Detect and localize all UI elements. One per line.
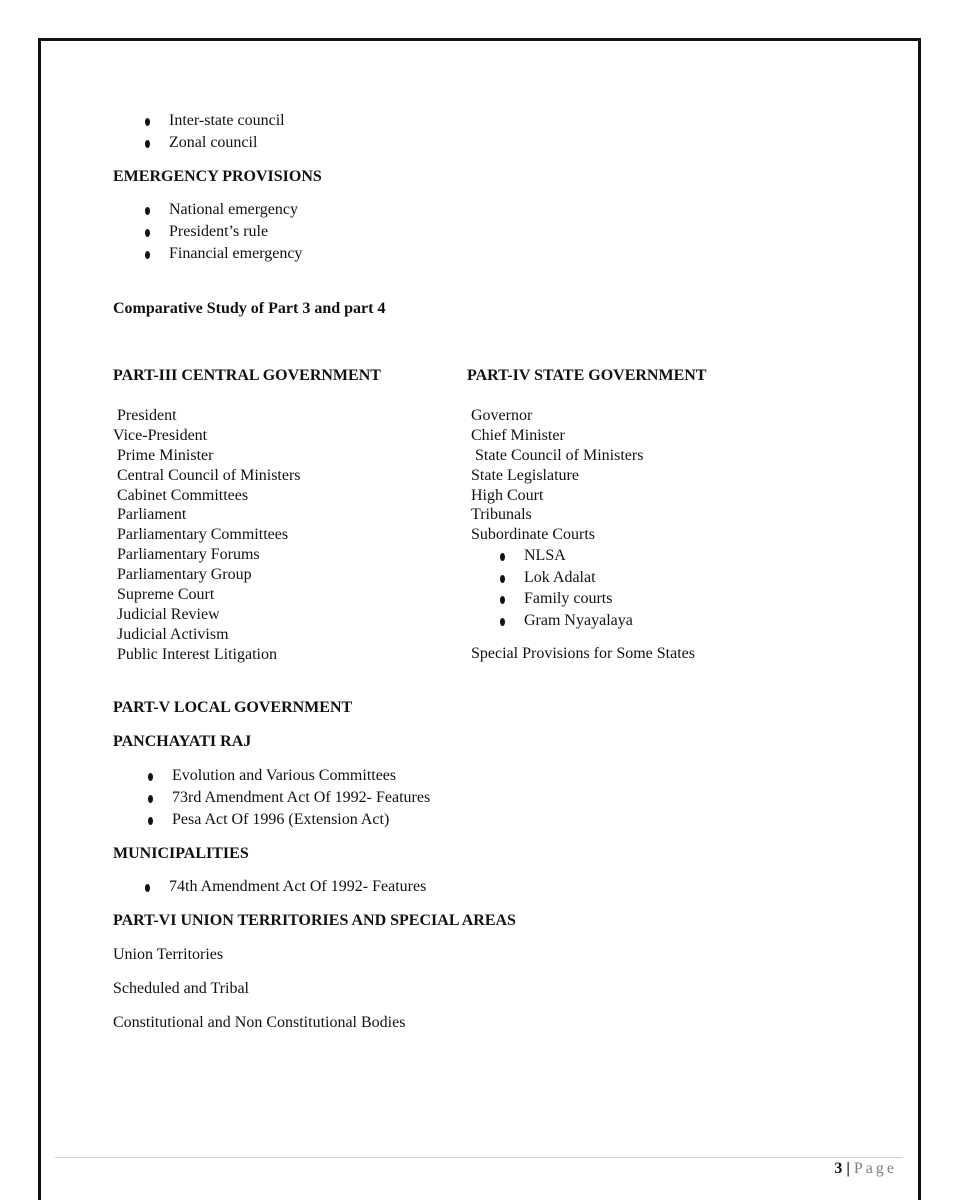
part4-list [471,406,643,545]
list-item: Gram Nyayalaya [524,610,633,632]
list-item: President’s rule [169,221,302,243]
panchayati-list [172,765,430,831]
municipalities-heading: MUNICIPALITIES [113,845,249,862]
bullet-icon [500,553,505,561]
top-bullet-list [169,110,285,154]
bullet-icon [148,773,153,781]
list-item: NLSA [524,545,633,567]
bullet-icon [145,251,150,259]
list-item: Inter-state council [169,110,285,132]
panchayati-heading: PANCHAYATI RAJ [113,733,252,750]
part4-heading: PART-IV STATE GOVERNMENT [467,367,707,384]
list-item: Cabinet Committees [117,486,249,504]
list-item: High Court [471,486,544,504]
part6-heading: PART-VI UNION TERRITORIES AND SPECIAL AREAS [113,912,516,929]
page-number [834,1160,897,1178]
emergency-list [169,199,302,265]
list-item: Judicial Activism [117,625,229,643]
list-item: Parliament [117,506,187,524]
list-item: Prime Minister [117,446,214,464]
bullet-icon [145,229,150,237]
list-item: Parliamentary Group [117,566,252,584]
page-label: Page [853,1160,897,1177]
list-item: Central Council of Ministers [117,466,301,484]
bullet-icon [145,884,150,892]
list-item: 73rd Amendment Act Of 1992- Features [172,787,430,809]
list-item: Parliamentary Committees [117,526,289,544]
bullet-icon [500,596,505,604]
list-item: Governor [471,407,533,424]
list-item: Judicial Review [117,605,220,623]
list-item: Tribunals [471,506,532,524]
footer-divider [55,1157,903,1158]
scheduled-tribal-text: Scheduled and Tribal [113,980,249,997]
special-provisions-text: Special Provisions for Some States [471,645,695,662]
part5-heading: PART-V LOCAL GOVERNMENT [113,699,353,716]
list-item: Vice-President [113,426,208,444]
bullet-icon [148,795,153,803]
bullet-icon [500,575,505,583]
list-item: State Legislature [471,466,579,484]
bullet-icon [145,140,150,148]
list-item: Subordinate Courts [471,526,595,544]
list-item: Supreme Court [117,586,215,604]
list-item: Chief Minister [471,426,565,444]
list-item: State Council of Ministers [475,446,644,464]
bullet-icon [148,817,153,825]
list-item: Zonal council [169,132,285,154]
subordinate-courts-list [524,545,633,631]
part3-list [113,406,301,665]
bullet-icon [145,118,150,126]
bullet-icon [500,618,505,626]
list-item: Evolution and Various Committees [172,765,430,787]
list-item: President [117,407,177,424]
list-item: Pesa Act Of 1996 (Extension Act) [172,809,430,831]
comparative-heading: Comparative Study of Part 3 and part 4 [113,300,386,317]
list-item: 74th Amendment Act Of 1992- Features [169,876,426,898]
union-territories-text: Union Territories [113,946,224,963]
list-item: Public Interest Litigation [117,645,277,663]
page-number-separator: | [846,1160,850,1177]
bullet-icon [145,207,150,215]
list-item: Financial emergency [169,243,302,265]
emergency-heading: EMERGENCY PROVISIONS [113,168,322,185]
list-item: Family courts [524,588,633,610]
part3-heading: PART-III CENTRAL GOVERNMENT [113,367,381,384]
list-item: Parliamentary Forums [117,546,260,564]
list-item: Lok Adalat [524,567,633,589]
page-number-value: 3 [834,1160,843,1177]
municipalities-list [169,876,426,898]
list-item: National emergency [169,199,302,221]
constitutional-bodies-text: Constitutional and Non Constitutional Bodies [113,1014,406,1031]
